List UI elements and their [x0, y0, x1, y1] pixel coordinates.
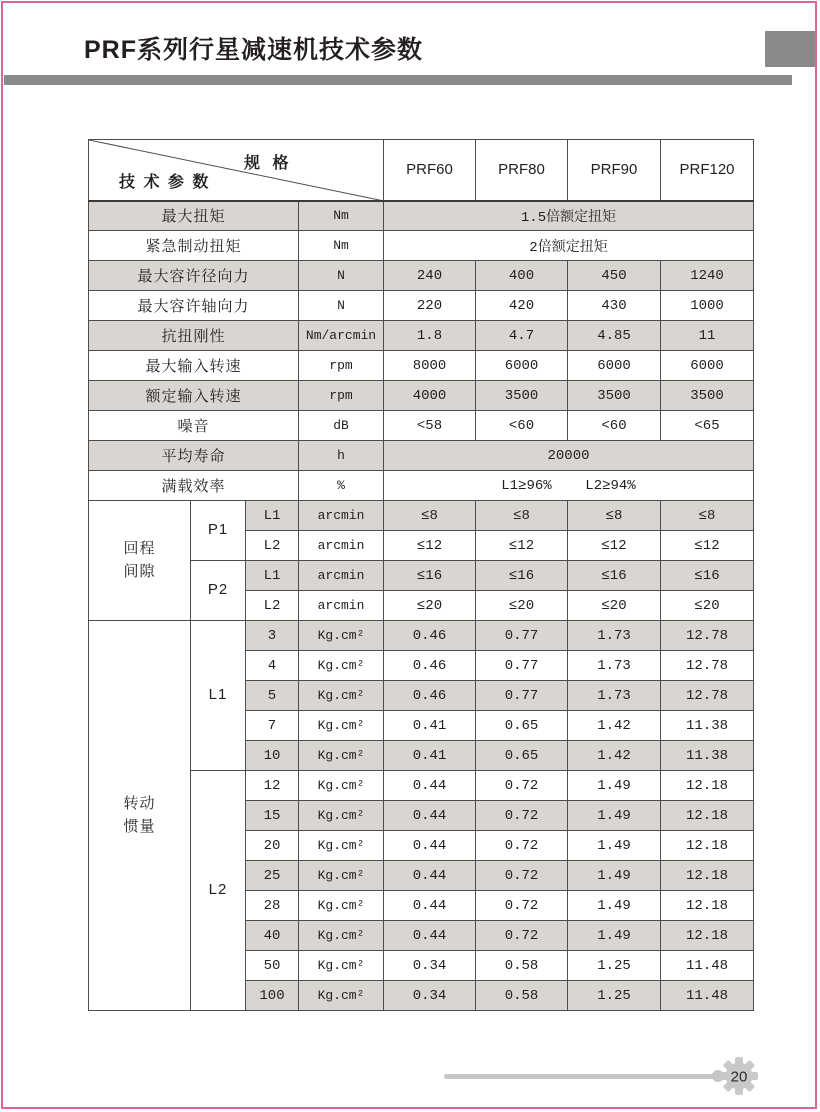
value-cell: 0.72	[476, 831, 568, 861]
value-cell: 0.41	[384, 741, 476, 771]
table-body	[89, 201, 754, 1011]
value-cell: 3500	[661, 381, 754, 411]
value-cell: ≤20	[568, 591, 661, 621]
value-cell: 12.78	[661, 681, 754, 711]
value-cell: ≤16	[384, 561, 476, 591]
value-cell: 1240	[661, 261, 754, 291]
table-header-row	[89, 140, 754, 201]
param-label: 平均寿命	[89, 441, 299, 471]
table-row	[89, 381, 754, 411]
value-cell: ≤16	[568, 561, 661, 591]
unit-cell: Kg.cm²	[299, 741, 384, 771]
value-cell: 1.73	[568, 621, 661, 651]
ratio-label: 15	[246, 801, 299, 831]
value-cell: 1.8	[384, 321, 476, 351]
value-cell: 1.49	[568, 891, 661, 921]
stage-group-label: L2	[191, 771, 246, 1011]
value-cell: ≤12	[384, 531, 476, 561]
value-cell: 1.49	[568, 861, 661, 891]
unit-cell: Kg.cm²	[299, 921, 384, 951]
value-cell: <60	[476, 411, 568, 441]
unit-cell: Kg.cm²	[299, 711, 384, 741]
value-cell: ≤16	[661, 561, 754, 591]
value-cell: 12.18	[661, 831, 754, 861]
table-row	[89, 261, 754, 291]
merged-value-cell: L1≥96% L2≥94%	[384, 471, 754, 501]
value-cell: 220	[384, 291, 476, 321]
unit-cell: Nm/arcmin	[299, 321, 384, 351]
merged-value-cell: 20000	[384, 441, 754, 471]
unit-cell: rpm	[299, 381, 384, 411]
unit-cell: Kg.cm²	[299, 891, 384, 921]
spec-table-container	[88, 139, 754, 1011]
value-cell: 1.25	[568, 951, 661, 981]
unit-cell: N	[299, 261, 384, 291]
value-cell: 0.65	[476, 711, 568, 741]
ratio-label: 12	[246, 771, 299, 801]
unit-cell: Kg.cm²	[299, 801, 384, 831]
value-cell: 0.58	[476, 951, 568, 981]
ratio-label: 10	[246, 741, 299, 771]
param-label: 抗扭刚性	[89, 321, 299, 351]
param-label: 最大输入转速	[89, 351, 299, 381]
value-cell: 1.73	[568, 651, 661, 681]
stage-label: L1	[246, 501, 299, 531]
value-cell: 0.72	[476, 861, 568, 891]
ratio-label: 3	[246, 621, 299, 651]
value-cell: 12.78	[661, 651, 754, 681]
table-row	[89, 501, 754, 531]
value-cell: 4.7	[476, 321, 568, 351]
value-cell: 6000	[476, 351, 568, 381]
corner-label-params: 技 术 参 数	[119, 173, 211, 191]
value-cell: 11.48	[661, 951, 754, 981]
value-cell: 11.48	[661, 981, 754, 1011]
page-title: PRF系列行星减速机技术参数	[84, 36, 424, 64]
unit-cell: %	[299, 471, 384, 501]
value-cell: 0.65	[476, 741, 568, 771]
merged-value-cell: 1.5倍额定扭矩	[384, 201, 754, 231]
table-row	[89, 411, 754, 441]
stage-label: L2	[246, 531, 299, 561]
backlash-group-label: 回程 间隙	[89, 501, 191, 621]
ratio-label: 40	[246, 921, 299, 951]
value-cell: 430	[568, 291, 661, 321]
value-cell: 6000	[568, 351, 661, 381]
unit-cell: arcmin	[299, 531, 384, 561]
value-cell: <65	[661, 411, 754, 441]
value-cell: ≤16	[476, 561, 568, 591]
value-cell: 4.85	[568, 321, 661, 351]
value-cell: ≤12	[661, 531, 754, 561]
unit-cell: Nm	[299, 231, 384, 261]
value-cell: 0.72	[476, 891, 568, 921]
value-cell: ≤8	[568, 501, 661, 531]
table-row	[89, 351, 754, 381]
value-cell: 1000	[661, 291, 754, 321]
unit-cell: Kg.cm²	[299, 861, 384, 891]
unit-cell: Kg.cm²	[299, 651, 384, 681]
unit-cell: Kg.cm²	[299, 981, 384, 1011]
value-cell: 1.49	[568, 801, 661, 831]
unit-cell: dB	[299, 411, 384, 441]
value-cell: ≤20	[476, 591, 568, 621]
value-cell: 12.18	[661, 861, 754, 891]
value-cell: 8000	[384, 351, 476, 381]
value-cell: 12.78	[661, 621, 754, 651]
value-cell: <58	[384, 411, 476, 441]
page-number: 20	[730, 1068, 748, 1086]
value-cell: 400	[476, 261, 568, 291]
table-row	[89, 441, 754, 471]
param-label: 最大容许径向力	[89, 261, 299, 291]
precision-class-label: P2	[191, 561, 246, 621]
table-corner-cell	[89, 140, 384, 201]
ratio-label: 50	[246, 951, 299, 981]
value-cell: 0.34	[384, 981, 476, 1011]
inertia-group-label: 转动 惯量	[89, 621, 191, 1011]
param-label: 紧急制动扭矩	[89, 231, 299, 261]
param-label: 最大扭矩	[89, 201, 299, 231]
ratio-label: 100	[246, 981, 299, 1011]
value-cell: 0.72	[476, 801, 568, 831]
value-cell: 0.44	[384, 891, 476, 921]
stage-group-label: L1	[191, 621, 246, 771]
unit-cell: rpm	[299, 351, 384, 381]
ratio-label: 25	[246, 861, 299, 891]
ratio-label: 20	[246, 831, 299, 861]
value-cell: 0.46	[384, 621, 476, 651]
column-header-prf90: PRF90	[568, 140, 661, 201]
footer-rule	[444, 1074, 716, 1079]
value-cell: 12.18	[661, 771, 754, 801]
unit-cell: Kg.cm²	[299, 681, 384, 711]
unit-cell: h	[299, 441, 384, 471]
value-cell: 0.46	[384, 681, 476, 711]
unit-cell: N	[299, 291, 384, 321]
ratio-label: 28	[246, 891, 299, 921]
value-cell: ≤12	[568, 531, 661, 561]
value-cell: 0.44	[384, 861, 476, 891]
value-cell: ≤12	[476, 531, 568, 561]
unit-cell: Kg.cm²	[299, 951, 384, 981]
value-cell: 6000	[661, 351, 754, 381]
value-cell: 0.44	[384, 831, 476, 861]
gear-icon	[719, 1056, 759, 1096]
value-cell: 0.34	[384, 951, 476, 981]
title-underline-bar	[4, 75, 792, 85]
value-cell: 0.44	[384, 771, 476, 801]
stage-label: L2	[246, 591, 299, 621]
value-cell: 0.41	[384, 711, 476, 741]
value-cell: ≤8	[476, 501, 568, 531]
value-cell: 11.38	[661, 741, 754, 771]
header-corner-decoration	[765, 31, 815, 67]
value-cell: 1.49	[568, 771, 661, 801]
value-cell: ≤20	[384, 591, 476, 621]
precision-class-label: P1	[191, 501, 246, 561]
param-label: 噪音	[89, 411, 299, 441]
value-cell: 0.44	[384, 921, 476, 951]
value-cell: 3500	[568, 381, 661, 411]
unit-cell: arcmin	[299, 591, 384, 621]
value-cell: 3500	[476, 381, 568, 411]
table-row	[89, 471, 754, 501]
param-label: 额定输入转速	[89, 381, 299, 411]
value-cell: 12.18	[661, 891, 754, 921]
corner-label-spec: 规 格	[244, 155, 293, 172]
value-cell: 0.77	[476, 681, 568, 711]
value-cell: 1.42	[568, 741, 661, 771]
column-header-prf80: PRF80	[476, 140, 568, 201]
value-cell: ≤8	[384, 501, 476, 531]
value-cell: 0.72	[476, 771, 568, 801]
column-header-prf60: PRF60	[384, 140, 476, 201]
stage-label: L1	[246, 561, 299, 591]
column-header-prf120: PRF120	[661, 140, 754, 201]
param-label: 满载效率	[89, 471, 299, 501]
spec-table	[88, 139, 754, 1011]
value-cell: 0.46	[384, 651, 476, 681]
value-cell: 1.49	[568, 831, 661, 861]
value-cell: 4000	[384, 381, 476, 411]
ratio-label: 5	[246, 681, 299, 711]
value-cell: 1.42	[568, 711, 661, 741]
unit-cell: Nm	[299, 201, 384, 231]
table-row	[89, 201, 754, 231]
value-cell: ≤20	[661, 591, 754, 621]
value-cell: 11.38	[661, 711, 754, 741]
value-cell: 12.18	[661, 801, 754, 831]
value-cell: ≤8	[661, 501, 754, 531]
value-cell: 420	[476, 291, 568, 321]
value-cell: 0.44	[384, 801, 476, 831]
value-cell: 11	[661, 321, 754, 351]
value-cell: 0.58	[476, 981, 568, 1011]
value-cell: <60	[568, 411, 661, 441]
unit-cell: Kg.cm²	[299, 621, 384, 651]
table-row	[89, 231, 754, 261]
table-row	[89, 621, 754, 651]
value-cell: 0.72	[476, 921, 568, 951]
value-cell: 1.49	[568, 921, 661, 951]
value-cell: 240	[384, 261, 476, 291]
unit-cell: Kg.cm²	[299, 771, 384, 801]
unit-cell: arcmin	[299, 561, 384, 591]
value-cell: 450	[568, 261, 661, 291]
unit-cell: Kg.cm²	[299, 831, 384, 861]
param-label: 最大容许轴向力	[89, 291, 299, 321]
value-cell: 0.77	[476, 621, 568, 651]
table-row	[89, 291, 754, 321]
value-cell: 1.25	[568, 981, 661, 1011]
table-row	[89, 321, 754, 351]
ratio-label: 4	[246, 651, 299, 681]
merged-value-cell: 2倍额定扭矩	[384, 231, 754, 261]
value-cell: 1.73	[568, 681, 661, 711]
ratio-label: 7	[246, 711, 299, 741]
value-cell: 12.18	[661, 921, 754, 951]
value-cell: 0.77	[476, 651, 568, 681]
unit-cell: arcmin	[299, 501, 384, 531]
